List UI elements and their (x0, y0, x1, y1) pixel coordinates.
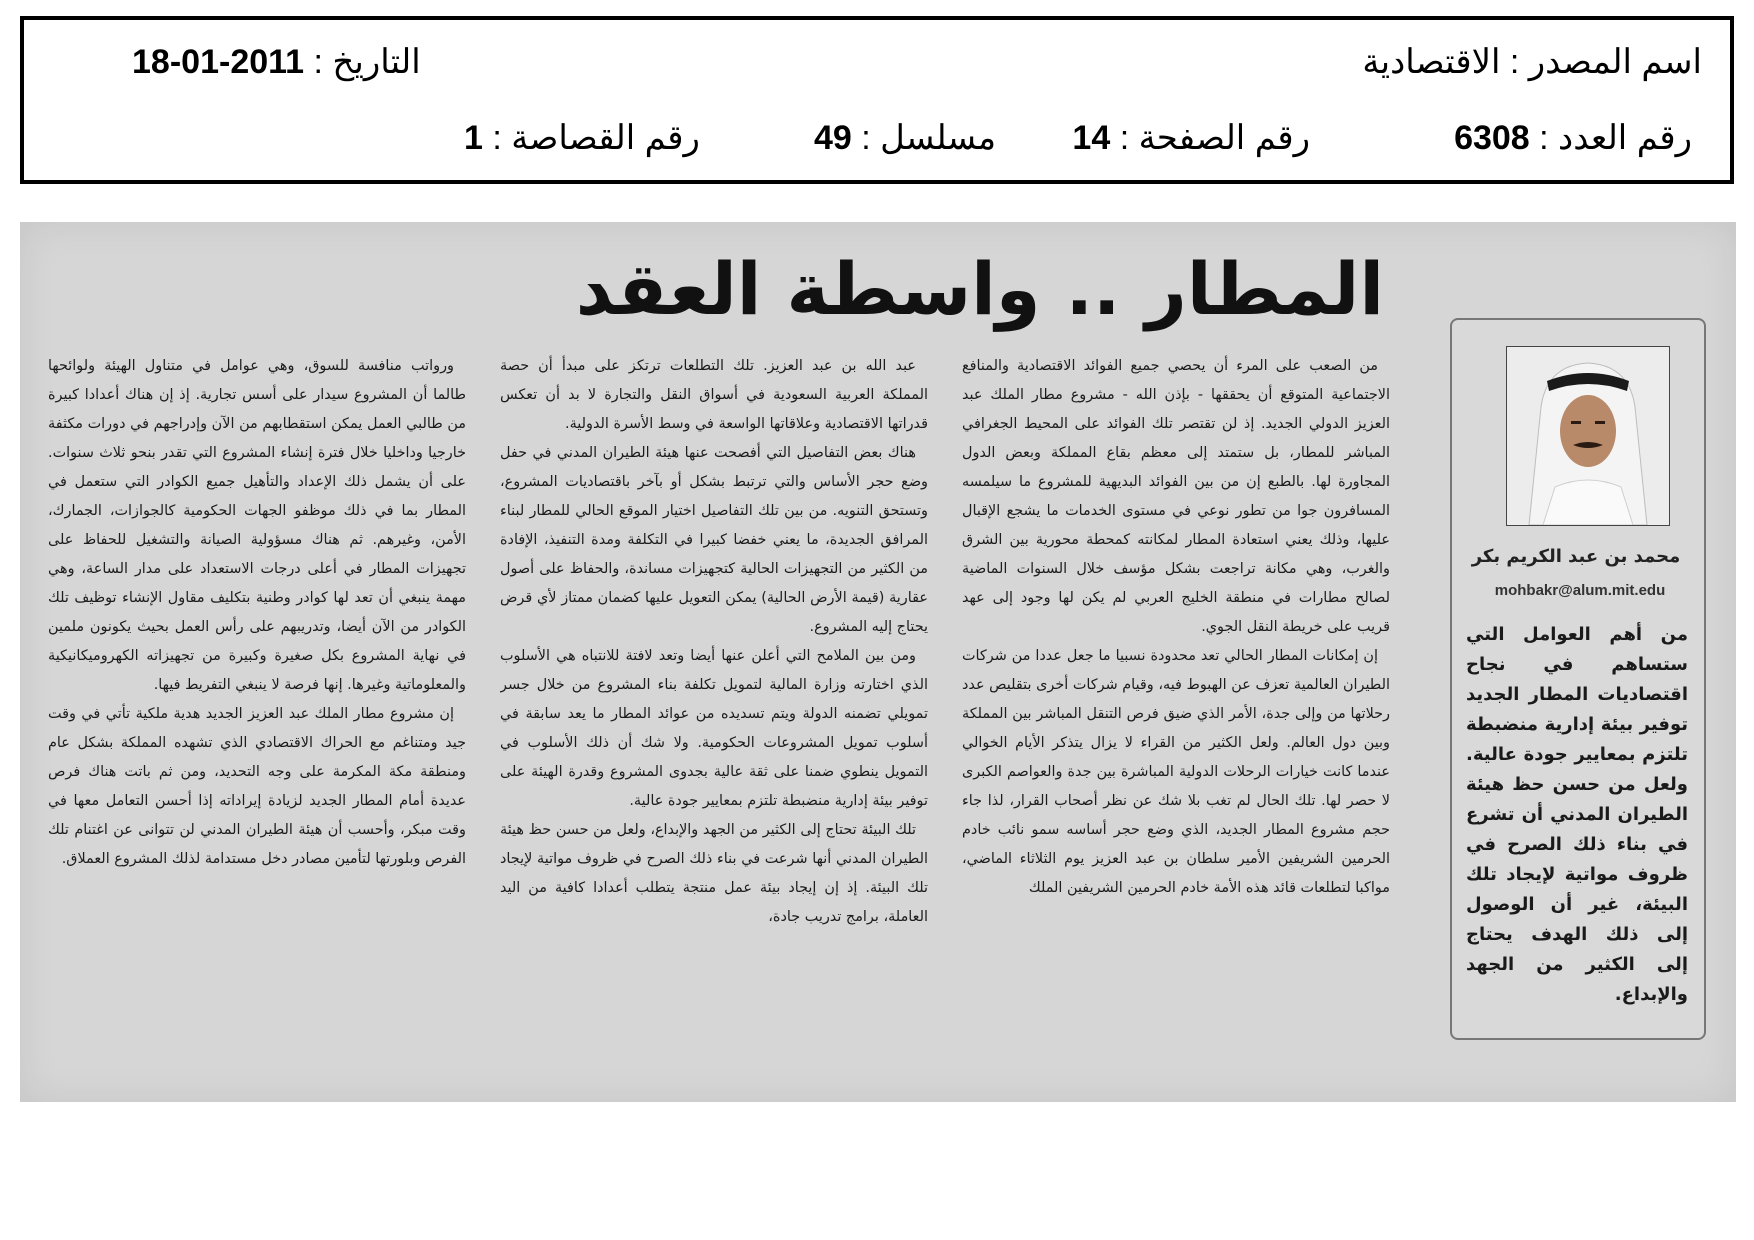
article-column-1 (962, 352, 1390, 1082)
date-label: التاريخ : (313, 43, 421, 81)
pull-quote: من أهم العوامل التي ستساهم في نجاح اقتصاديات المطار الجديد توفير بيئة إدارية منضبطة تلتزم بمعايير جودة عالية. ولعل من حسن حظ هيئة الطيران المدني أن تشرع في بناء ذلك الصرح في ظروف مواتية لإيجاد تلك البيئة، غير أن الوصول إلى ذلك الهدف يحتاج إلى الكثير من الجهد والإبداع. (1466, 624, 1688, 1005)
newspaper-clipping (20, 222, 1736, 1102)
date-value: 2011-01-18 (132, 43, 305, 81)
serial-value: 49 (814, 119, 852, 157)
article-column-2 (500, 352, 928, 1082)
author-email: mohbakr@alum.mit.edu (1494, 582, 1666, 599)
author-photo (1506, 346, 1670, 526)
author-portrait-icon (1507, 347, 1669, 525)
page-value: 14 (1072, 119, 1111, 157)
page-label: رقم الصفحة : (1119, 119, 1310, 157)
issue-value: 6308 (1454, 119, 1530, 157)
article-paragraph: إن مشروع مطار الملك عبد العزيز الجديد هدية ملكية تأتي في وقت جيد ومتناغم مع الحراك الاقتصادي الذي تشهده المملكة بشكل عام ومنطقة مكة المكرمة على وجه التحديد، ومن ثم باتت هناك فرص عديدة أمام المطار الجديد لزيادة إيراداته إذا أحسن التعامل معها في وقت مبكر، وأحسب أن هيئة الطيران المدني لن تتوانى عن اغتنام تلك الفرص وبلورتها لتأمين مصادر دخل مستدامة لذلك المشروع العملاق. (48, 706, 466, 867)
author-sidebar (1450, 318, 1706, 1040)
article-paragraph: عبد الله بن عبد العزيز. تلك التطلعات ترتكز على مبدأ أن حصة المملكة العربية السعودية في أسواق النقل والتجارة لا بد أن تعكس قدراتها الاقتصادية وعلاقاتها الواسعة في وسط الأسرة الدولية. (500, 358, 928, 432)
issue-label: رقم العدد : (1539, 119, 1692, 157)
source-field (1362, 42, 1702, 82)
article-paragraph: هناك بعض التفاصيل التي أفصحت عنها هيئة الطيران المدني في حفل وضع حجر الأساس والتي ترتبط بشكل أو بآخر باقتصاديات المشروع، وتستحق التنويه. من بين تلك التفاصيل اختيار الموقع الحالي للمطار لبناء المرافق الجديدة، ما يعني خفضا كبيرا في التكلفة ومدة التنفيذ، الإفادة من الكثير من التجهيزات الحالية كتجهيزات مساندة، والحفاظ على أصول عقارية (قيمة الأرض الحالية) يمكن التعويل عليها كضمان ممتاز لأي قرض يحتاج إليه المشروع. (500, 445, 928, 635)
date-field (132, 42, 421, 82)
article-column-3 (48, 352, 466, 1082)
clipping-metadata-box (20, 16, 1734, 184)
article-headline: المطار .. واسطة العقد (575, 247, 1384, 331)
clip-number-field (464, 118, 700, 158)
serial-label: مسلسل : (861, 119, 997, 157)
article-paragraph: إن إمكانات المطار الحالي تعد محدودة نسبيا ما جعل عددا من شركات الطيران العالمية تعزف عن الهبوط فيه، وقيام شركات أخرى بتقليص عدد رحلاتها من وإلى جدة، الأمر الذي ضيق فرص التنقل المباشر بين المملكة وبين دول العالم. ولعل الكثير من القراء لا يزال يتذكر الأيام الخوالي عندما كانت خيارات الرحلات الدولية المباشرة بين جدة والعواصم الكبرى لا حصر لها. تلك الحال لم تغب بلا شك عن نظر أصحاب القرار، لذا جاء حجم مشروع المطار الجديد، الذي وضع حجر أساسه سمو نائب خادم الحرمين الشريفين الأمير سلطان بن عبد العزيز يوم الثلاثاء الماضي، مواكبا لتطلعات قائد هذه الأمة خادم الحرمين الشريفين الملك (962, 648, 1390, 896)
source-label: اسم المصدر : (1509, 43, 1702, 81)
clip-number-value: 1 (464, 119, 483, 157)
clip-number-label: رقم القصاصة : (492, 119, 700, 157)
source-value: الاقتصادية (1362, 43, 1501, 81)
page-field (1072, 118, 1310, 158)
article-paragraph: من الصعب على المرء أن يحصي جميع الفوائد الاقتصادية والمنافع الاجتماعية المتوقع أن يحققها - بإذن الله - مشروع مطار الملك عبد العزيز الدولي الجديد. إذ لن تقتصر تلك الفوائد على المحيط الجغرافي المباشر للمطار، بل ستمتد إلى معظم بقاع المملكة وبعض الدول المجاورة لها. بالطبع إن من بين الفوائد البديهية للمشروع ما سيلمسه المسافرون جوا من تطور نوعي في مستوى الخدمات ما يشجع الإقبال عليها، وذلك يعني استعادة المطار لمكانته كمحطة محورية بين الشرق والغرب، وهي مكانة تراجعت بشكل مؤسف خلال السنوات الماضية لصالح مطارات في منطقة الخليج العربي لم يكن لها وجود إلى عهد قريب على خريطة النقل الجوي. (962, 358, 1390, 635)
article-paragraph: تلك البيئة تحتاج إلى الكثير من الجهد والإبداع، ولعل من حسن حظ هيئة الطيران المدني أنها شرعت في بناء ذلك الصرح في ظروف مواتية لإيجاد تلك البيئة. إذ إن إيجاد بيئة عمل منتجة يتطلب أعدادا كافية من اليد العاملة، برامج تدريب جادة، (500, 822, 928, 925)
article-paragraph: ورواتب منافسة للسوق، وهي عوامل في متناول الهيئة ولوائحها طالما أن المشروع سيدار على أسس تجارية. إذ إن هناك أعدادا كبيرة من طالبي العمل يمكن استقطابهم من الآن وإدراجهم في دورات مكثفة خارجيا وداخليا خلال فترة إنشاء المشروع التي تقدر بنحو ثلاث سنوات. على أن يشمل ذلك الإعداد والتأهيل جميع الكوادر التي ستعمل في المطار بما في ذلك موظفو الجهات الحكومية كالجوازات، الجمارك، الأمن، وغيرهم. ثم هناك مسؤولية الصيانة والتشغيل للحفاظ على تجهيزات المطار في أعلى درجات الاستعداد على مدار الساعة، وهي مهمة ينبغي أن تعد لها كوادر وطنية بتكليف مقاول الإنشاء توظيف تلك الكوادر من الآن أيضا، وتدريبهم على رأس العمل بحيث يكونون ملمين في نهاية المشروع بكل صغيرة وكبيرة من تجهيزاته الكهروميكانيكية والمعلوماتية وغيرها. إنها فرصة لا ينبغي التفريط فيها. (48, 358, 466, 693)
article-paragraph: ومن بين الملامح التي أعلن عنها أيضا وتعد لافتة للانتباه هي الأسلوب الذي اختارته وزارة المالية لتمويل تكلفة بناء المشروع من خلال جسر تمويلي تضمنه الدولة ويتم تسديده من عوائد المطار ما يعد سابقة في أسلوب تمويل المشروعات الحكومية. ولا شك أن ذلك الأسلوب في التمويل ينطوي ضمنا على ثقة عالية بجدوى المشروع وقدرة الهيئة على توفير بيئة إدارية منضبطة تلتزم بمعايير جودة عالية. (500, 648, 928, 809)
issue-field (1454, 118, 1692, 158)
author-name: محمد بن عبد الكريم بكر (1471, 546, 1681, 567)
serial-field (814, 118, 996, 158)
